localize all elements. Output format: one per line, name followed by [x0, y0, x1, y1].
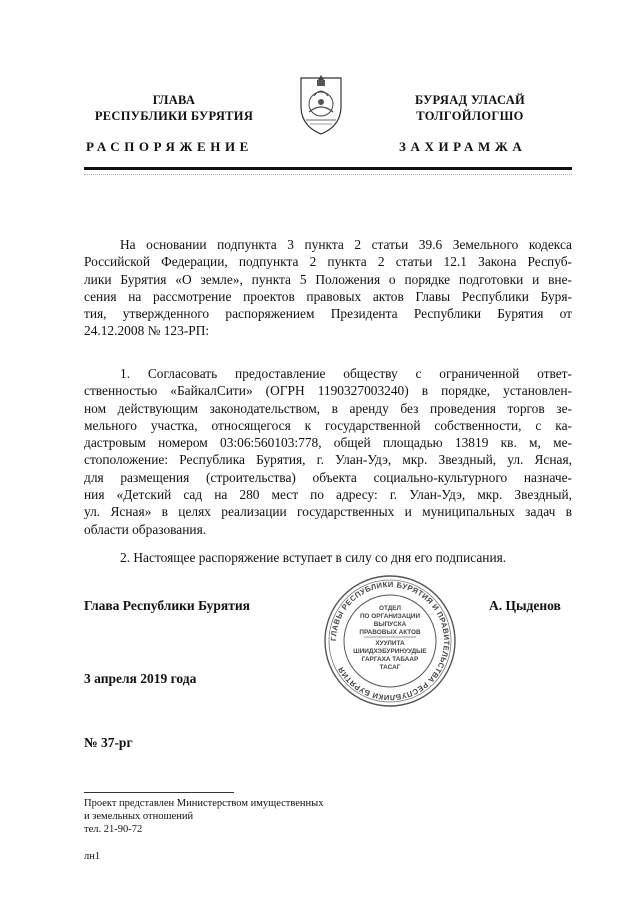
doc-type-left: РАСПОРЯЖЕНИЕ: [86, 139, 253, 154]
footer-line: и земельных отношений: [84, 811, 194, 822]
header-rule: [84, 167, 572, 170]
stamp-center-line: ВЫПУСКА: [373, 621, 407, 628]
header-left: [84, 92, 264, 124]
item-1-line: 1. Согласовать предоставление обществу с ограниченной ответ-: [120, 366, 572, 381]
preamble-line: 24.12.2008 № 123-РП:: [84, 323, 210, 339]
stamp-center-line: ГАРГАХА ТАБААР: [361, 656, 419, 663]
header-right-line2: ТОЛГОЙЛОГШО: [416, 109, 524, 123]
footer-initials: лн1: [84, 851, 101, 862]
stamp-ring-text: ГЛАВЫ РЕСПУБЛИКИ БУРЯТИЯ И ПРАВИТЕЛЬСТВА РЕСПУБЛИКИ БУРЯТИЯ: [328, 579, 452, 703]
footer-note: [84, 797, 323, 836]
stamp-center-line: ТАСАГ: [379, 664, 401, 671]
document-number: № 37-рг: [84, 735, 133, 750]
coat-of-arms-emblem: [296, 72, 346, 136]
item-1-line: области образования.: [84, 521, 207, 537]
item-1-line: ния «Детский сад на 280 мест по адресу: г. Улан-Удэ, мкр. Звездный,: [84, 487, 572, 503]
item-1-line: дастровым номером 03:06:560103:778, общей площадью 13819 кв. м, ме-: [84, 435, 572, 451]
header-right-line1: БУРЯАД УЛАСАЙ: [414, 93, 526, 107]
stamp-center-line: ОТДЕЛ: [378, 605, 402, 612]
footer-rule: [84, 792, 234, 793]
signature-name: А. Цыденов: [489, 598, 561, 613]
stamp-center-line: ШИИДХЭБУРИНУУДЫЕ: [353, 648, 427, 655]
signature-position: Глава Республики Бурятия: [84, 598, 250, 613]
header-left-line1: ГЛАВА: [152, 93, 196, 107]
doc-type-right: ЗАХИРАМЖА: [399, 139, 527, 154]
stamp-center-line: ПО ОРГАНИЗАЦИИ: [359, 613, 421, 620]
item-1-line: ул. Ясная» в целях реализации государственных и муниципальных задач в: [84, 504, 572, 520]
item-1-paragraph: [84, 365, 572, 538]
item-1-line: мельного участка, относящегося к государственной собственности, с ка-: [84, 417, 572, 433]
header-left-line2: РЕСПУБЛИКИ БУРЯТИЯ: [94, 109, 254, 123]
preamble-line: На основании подпункта 3 пункта 2 статьи 39.6 Земельного кодекса: [120, 237, 572, 252]
item-1-line: для размещения (строительства) объекта социально-культурного назначе-: [84, 469, 572, 485]
preamble-line: Российской Федерации, подпункта 2 пункта 2 статьи 12.1 Закона Респуб-: [84, 254, 572, 270]
header-right: [380, 92, 560, 124]
preamble-paragraph: [84, 236, 572, 340]
stamp-center-line: ПРАВОВЫХ АКТОВ: [359, 629, 421, 636]
item-1-line: ном действующим законодательством, в аренду без проведения торгов зе-: [84, 400, 572, 416]
preamble-line: сения на рассмотрение проектов правовых актов Главы Республики Буря-: [84, 288, 572, 304]
item-1-line: ственностью «БайкалСити» (ОГРН 1190327003240) в порядке, установлен-: [84, 383, 572, 399]
preamble-line: тия, утвержденного распоряжением Президента Республики Бурятия от: [84, 306, 572, 322]
header-dotted-rule: [84, 174, 572, 175]
stamp-center-line: ХУУЛИТА: [375, 640, 405, 647]
official-seal-stamp: [322, 573, 458, 709]
footer-line: тел. 21-90-72: [84, 824, 143, 835]
preamble-line: лики Бурятия «О земле», пункта 5 Положения о порядке подготовки и вне-: [84, 271, 572, 287]
footer-line: Проект представлен Министерством имущественных: [84, 798, 324, 809]
item-1-line: стоположение: Республика Бурятия, г. Улан-Удэ, мкр. Звездный, ул. Ясная,: [84, 452, 572, 468]
item-2-paragraph: [84, 549, 572, 566]
item-2-line: 2. Настоящее распоряжение вступает в силу со дня его подписания.: [120, 550, 507, 565]
document-date: 3 апреля 2019 года: [84, 671, 197, 686]
